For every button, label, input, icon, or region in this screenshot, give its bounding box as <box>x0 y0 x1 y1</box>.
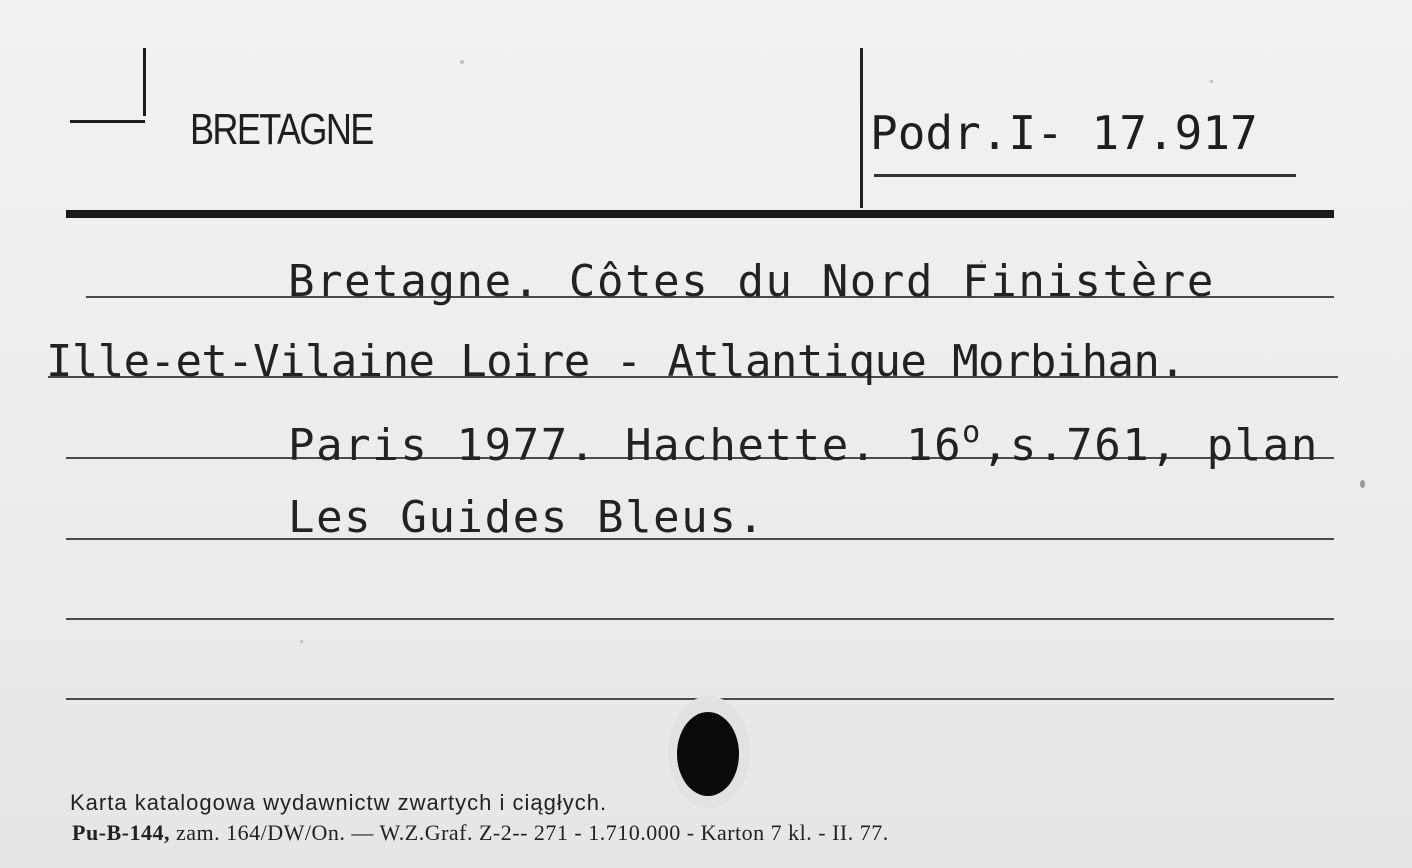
imprint-line <box>288 415 1319 471</box>
paper-speck <box>1360 480 1365 488</box>
call-number-underline <box>874 174 1296 177</box>
print-details: zam. 164/DW/On. — W.Z.Graf. Z-2-- 271 - 1.710.000 - Karton 7 kl. - II. 77. <box>170 820 889 845</box>
title-line-2: Ille-et-Vilaine Loire - Atlantique Morbihan. <box>46 336 1186 387</box>
header-divider <box>860 48 863 208</box>
format-superscript: o <box>962 415 982 450</box>
corner-mark-vertical <box>143 48 146 116</box>
paper-speck <box>300 640 303 643</box>
card-print-info <box>72 822 889 844</box>
header-rule <box>66 210 1334 218</box>
corner-mark-horizontal <box>70 120 145 123</box>
paper-speck <box>460 60 464 64</box>
series-line: Les Guides Bleus. <box>288 492 766 543</box>
subject-heading: BRETAGNE <box>190 105 373 154</box>
form-code: Pu-B-144, <box>72 820 170 845</box>
punch-hole <box>677 712 739 796</box>
ruled-line <box>66 618 1334 620</box>
imprint-extent: ,s.761, plan <box>981 420 1319 471</box>
card-printed-caption: Karta katalogowa wydawnictw zwartych i ciągłych. <box>70 790 608 815</box>
title-line-1: Bretagne. Côtes du Nord Finistère <box>288 256 1215 307</box>
paper-speck <box>1210 80 1213 83</box>
imprint-text: Paris 1977. Hachette. 16 <box>288 420 963 471</box>
call-number: Podr.I- 17.917 <box>870 106 1258 160</box>
